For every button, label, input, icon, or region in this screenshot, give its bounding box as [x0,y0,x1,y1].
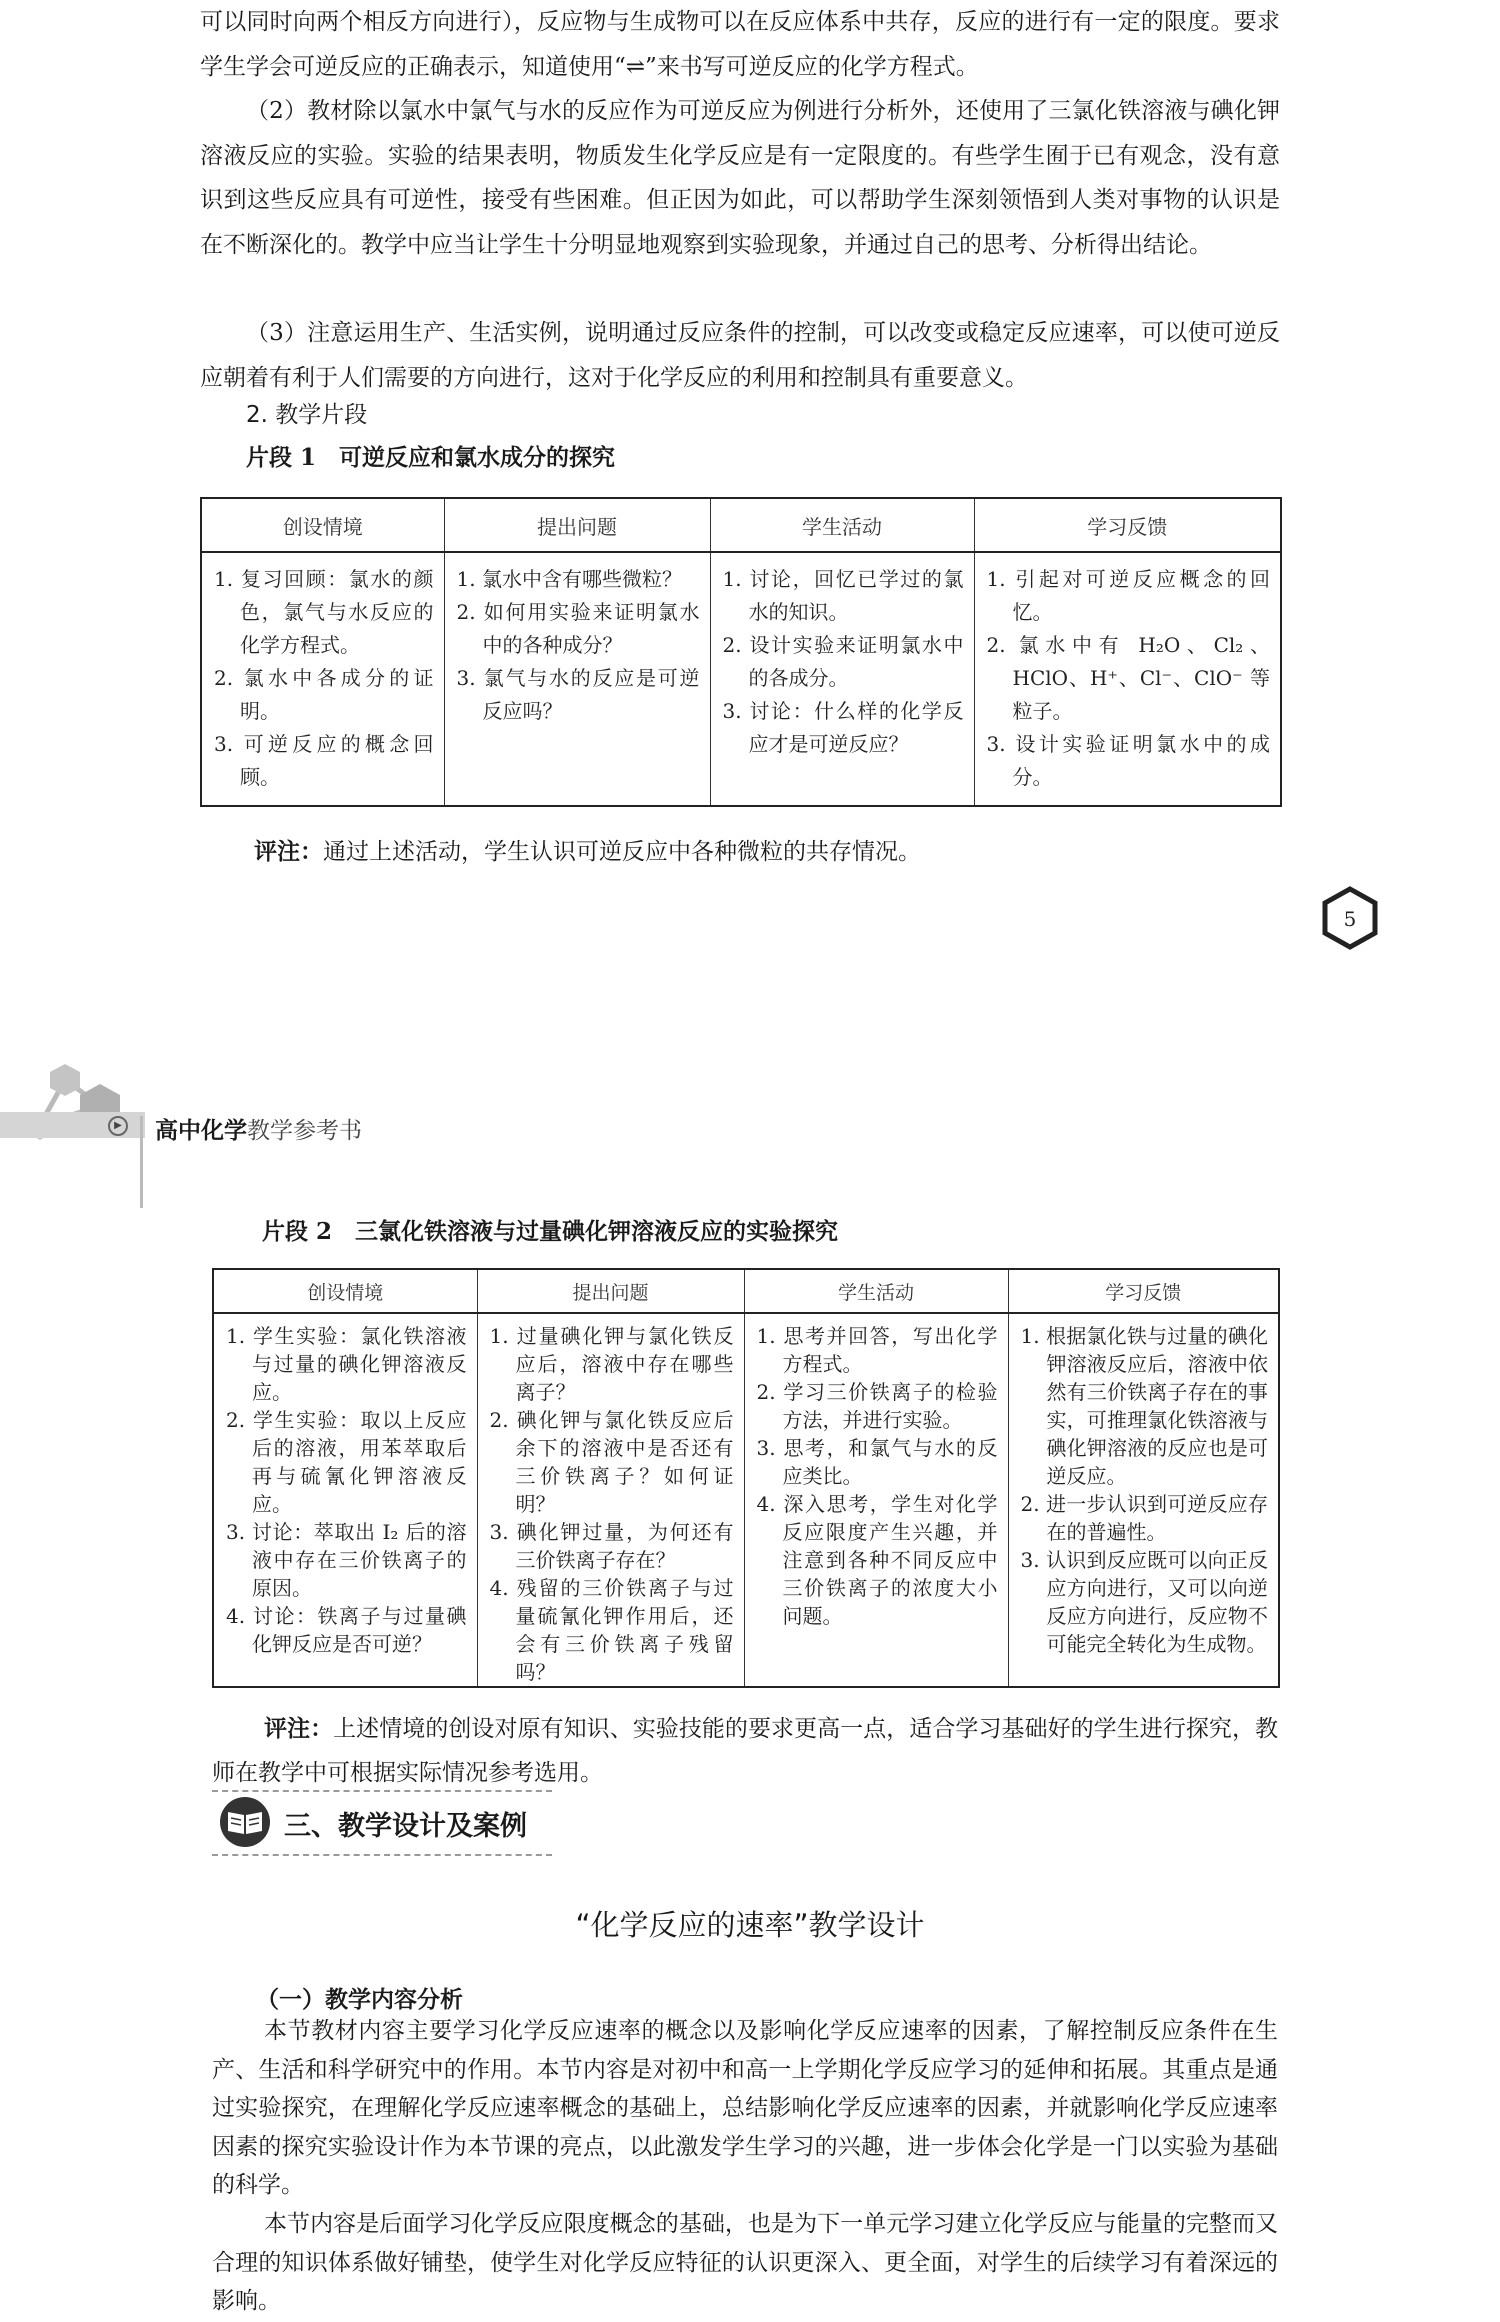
table-header: 学生活动 [744,1269,1008,1313]
intro-paragraph-continued: 可以同时向两个相反方向进行），反应物与生成物可以在反应体系中共存，反应的进行有一定的限度。要求学生学会可逆反应的正确表示，知道使用“⇌”来书写可逆反应的化学方程式。 [200,9,1280,80]
cell-item: 2. 氯水中各成分的证明。 [214,666,434,723]
header-divider [140,1116,143,1208]
header-title [155,1112,362,1145]
table-header: 学习反馈 [1008,1269,1279,1313]
cell-item: 4. 深入思考，学生对化学反应限度产生兴趣，并注意到各种不同反应中三价铁离子的浓度大小问题。 [756,1492,998,1628]
table-header: 学习反馈 [974,498,1281,552]
cell-item: 1. 根据氯化铁与过量的碘化钾溶液反应后，溶液中依然有三价铁离子存在的事实，可推理氯化铁溶液与碘化钾溶液的反应也是可逆反应。 [1020,1324,1268,1488]
cell-item: 2. 设计实验来证明氯水中的各成分。 [722,633,964,690]
paragraph-3: （3）注意运用生产、生活实例，说明通过反应条件的控制，可以改变或稳定反应速率，可以使可逆反应朝着有利于人们需要的方向进行，这对于化学反应的利用和控制具有重要意义。 [200,320,1280,391]
table-header: 创设情境 [213,1269,477,1313]
fragment-1-title: 片段 1 可逆反应和氯水成分的探究 [246,444,616,471]
cell-item: 1. 学生实验：氯化铁溶液与过量的碘化钾溶液反应。 [226,1324,467,1404]
table-header-row [201,498,1281,552]
cell-item: 4. 讨论：铁离子与过量碘化钾反应是否可逆？ [226,1604,467,1656]
section-3-title: 三、教学设计及案例 [284,1811,527,1842]
table-header: 提出问题 [477,1269,744,1313]
note-text: 通过上述活动，学生认识可逆反应中各种微粒的共存情况。 [323,839,921,865]
book-icon [216,1796,274,1848]
table-cell [1008,1313,1279,1687]
cell-item: 2. 如何用实验来证明氯水中的各种成分？ [456,600,700,657]
table-cell [974,552,1281,806]
cell-item: 4. 残留的三价铁离子与过量硫氰化钾作用后，还会有三价铁离子残留吗？ [489,1576,734,1684]
cell-item: 1. 思考并回答，写出化学方程式。 [756,1324,998,1376]
table-fragment-2 [212,1268,1280,1688]
cell-item: 3. 认识到反应既可以向正反应方向进行，又可以向逆反应方向进行，反应物不可能完全转化为生成物。 [1020,1548,1268,1656]
cell-item: 1. 讨论，回忆已学过的氯水的知识。 [722,567,964,624]
cell-item: 2. 学习三价铁离子的检验方法，并进行实验。 [756,1380,998,1432]
table-header: 创设情境 [201,498,444,552]
header-arrow-icon: ▶ [108,1116,128,1136]
cell-item: 2. 氯水中有 H₂O、Cl₂、HClO、H⁺、Cl⁻、ClO⁻ 等粒子。 [986,633,1270,723]
section-3-heading [212,1790,552,1856]
note-2 [212,1707,1278,1795]
note-label: 评注： [254,838,323,865]
table-cell [744,1313,1008,1687]
cell-item: 2. 进一步认识到可逆反应存在的普遍性。 [1020,1492,1268,1544]
page-number-badge [1318,886,1382,950]
table-fragment-1 [200,497,1282,807]
table-cell [477,1313,744,1687]
design-title: “化学反应的速率”教学设计 [575,1908,925,1942]
cell-item: 2. 碘化钾与氯化铁反应后余下的溶液中是否还有三价铁离子？如何证明？ [489,1408,734,1516]
table-cell [213,1313,477,1687]
cell-item: 1. 氯水中含有哪些微粒？ [456,567,682,591]
table-cell [201,552,444,806]
cell-item: 1. 引起对可逆反应概念的回忆。 [986,567,1270,624]
table-row [213,1313,1279,1687]
table-row [201,552,1281,806]
cell-item: 3. 碘化钾过量，为何还有三价铁离子存在？ [489,1520,734,1572]
header-title-normal: 教学参考书 [247,1118,362,1144]
table-cell [444,552,710,806]
cell-item: 3. 思考，和氯气与水的反应类比。 [756,1436,998,1488]
fragment-2-title: 片段 2 三氯化铁溶液与过量碘化钾溶液反应的实验探究 [262,1218,839,1245]
cell-item: 3. 氯气与水的反应是可逆反应吗？ [456,666,700,723]
table-cell [710,552,974,806]
cell-item: 1. 过量碘化钾与氯化铁反应后，溶液中存在哪些离子？ [489,1324,734,1404]
note-label: 评注： [264,1715,334,1742]
table-header-row [213,1269,1279,1313]
paragraph-2: （2）教材除以氯水中氯气与水的反应作为可逆反应为例进行分析外，还使用了三氯化铁溶液与碘化钾溶液反应的实验。实验的结果表明，物质发生化学反应是有一定限度的。有些学生囿于已有观念，没有意识到这些反应具有可逆性，接受有些困难。但正因为如此，可以帮助学生深刻领悟到人类对事物的认识是在不断深化的。教学中应当让学生十分明显地观察到实验现象，并通过自己的思考、分析得出结论。 [200,98,1280,258]
body-paragraph-2: 本节内容是后面学习化学反应限度概念的基础，也是为下一单元学习建立化学反应与能量的完整而又合理的知识体系做好铺垫，使学生对化学反应特征的认识更深入、更全面，对学生的后续学习有着深远的影响。 [212,2211,1278,2314]
cell-item: 3. 讨论：萃取出 I₂ 后的溶液中存在三价铁离子的原因。 [226,1520,467,1600]
cell-item: 3. 设计实验证明氯水中的成分。 [986,732,1270,789]
cell-item: 3. 可逆反应的概念回顾。 [214,732,434,789]
page-number: 5 [1343,907,1357,931]
heading-teaching-fragments: 2. 教学片段 [246,402,368,428]
cell-item: 2. 学生实验：取以上反应后的溶液，用苯萃取后再与硫氰化钾溶液反应。 [226,1408,467,1516]
header-title-bold: 高中化学 [155,1118,247,1144]
note-1 [254,837,921,867]
subsection-1-title: （一）教学内容分析 [256,1986,463,2013]
running-header [0,1050,1500,1210]
cell-item: 1. 复习回顾：氯水的颜色，氯气与水反应的化学方程式。 [214,567,434,657]
table-header: 提出问题 [444,498,710,552]
cell-item: 3. 讨论：什么样的化学反应才是可逆反应？ [722,699,964,756]
note-text: 上述情境的创设对原有知识、实验技能的要求更高一点，适合学习基础好的学生进行探究，教师在教学中可根据实际情况参考选用。 [212,1716,1279,1786]
table-header: 学生活动 [710,498,974,552]
body-paragraph-1: 本节教材内容主要学习化学反应速率的概念以及影响化学反应速率的因素，了解控制反应条件在生产、生活和科学研究中的作用。本节内容是对初中和高一上学期化学反应学习的延伸和拓展。其重点是通过实验探究，在理解化学反应速率概念的基础上，总结影响化学反应速率的因素，并就影响化学反应速率因素的探究实验设计作为本节课的亮点，以此激发学生学习的兴趣，进一步体会化学是一门以实验为基础的科学。 [212,2018,1278,2198]
